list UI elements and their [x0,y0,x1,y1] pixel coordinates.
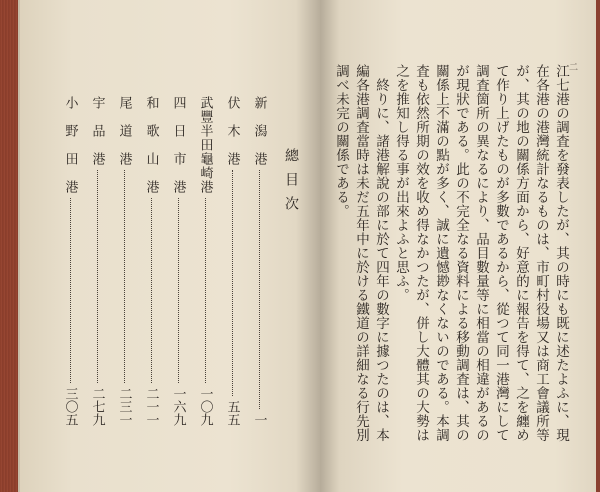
toc-leader-dots [205,198,206,383]
toc-entry-name: 新 潟 港 [251,96,267,166]
toc-entry-page: 二三一 [116,387,132,426]
text-column: が現狀である。此の不完全なる資料による移動調査は、其の [453,64,469,442]
text-column: 調べ未完の關係である。 [333,64,349,218]
toc-leader-dots [232,170,233,396]
book-page-edges [0,0,18,492]
toc-leader-dots [259,170,260,409]
toc-entry-page: 三〇五 [62,387,78,426]
toc-leader-dots [151,198,152,383]
toc-entry-name: 武豐半田龜崎港 [197,96,213,194]
toc-entry [250,96,268,426]
text-column: 在各港の港灣統計なるものは、市町村役場又は商工會議所等 [533,64,549,442]
text-column: 査も依然所期の效を收め得なかつたが、併し大體其の大勢は [413,64,429,442]
toc-entry-page: 二一一 [143,387,159,426]
text-column: 終りに、諸港解說の部に於て四年の數字に據つたのは、本 [373,78,389,442]
toc-leader-dots [124,170,125,383]
book-page-edges-right [596,0,600,492]
toc-entry-page: 一〇九 [197,387,213,426]
toc-entry-name: 小 野 田 港 [62,96,78,194]
toc-entry-name: 尾 道 港 [116,96,132,166]
text-column: 之を推知し得る事が出來よふと思ふ。 [393,64,409,302]
toc-entry [169,96,187,426]
left-page [18,0,320,492]
toc-entry-name: 伏 木 港 [224,96,240,166]
page-number: 二 [569,63,579,73]
text-column: て作り上げたものが多數であるから、從つて同一港灣にして [493,64,509,442]
toc-entry-page: 一六九 [170,387,186,426]
toc-entry-page: 二七九 [89,387,105,426]
toc-title: 總目次 [283,148,299,220]
text-column: が、其の地の關係方面から、好意的に報告を得て、之を纏め [513,64,529,442]
toc-entry [115,96,133,426]
toc-entry-name: 和 歌 山 港 [143,96,159,194]
toc-entry-name: 四 日 市 港 [170,96,186,194]
toc-leader-dots [178,198,179,383]
toc-entry [196,96,214,426]
toc-entry [142,96,160,426]
toc-entry-page: 一 [251,413,267,426]
toc-entry [88,96,106,426]
text-column: 編各港調査當時は未だ五年中に於ける鐵道の詳細なる行先別 [353,64,369,442]
toc-entry-name: 宇 品 港 [89,96,105,166]
toc-leader-dots [70,198,71,383]
right-page [320,0,596,492]
toc-entry [223,96,241,426]
toc-entry [61,96,79,426]
toc-entry-page: 五五 [224,400,240,426]
text-column: 調査箇所の異なるにより、品目數量等に相當の相違があるの [473,64,489,442]
text-column: 江七港の調査を發表したが、其の時にも既に述たよふに、現 [553,64,569,442]
toc-leader-dots [97,170,98,383]
text-column: 關係上不滿の點が多く、誠に遺憾尠なくないのである。本調 [433,64,449,442]
